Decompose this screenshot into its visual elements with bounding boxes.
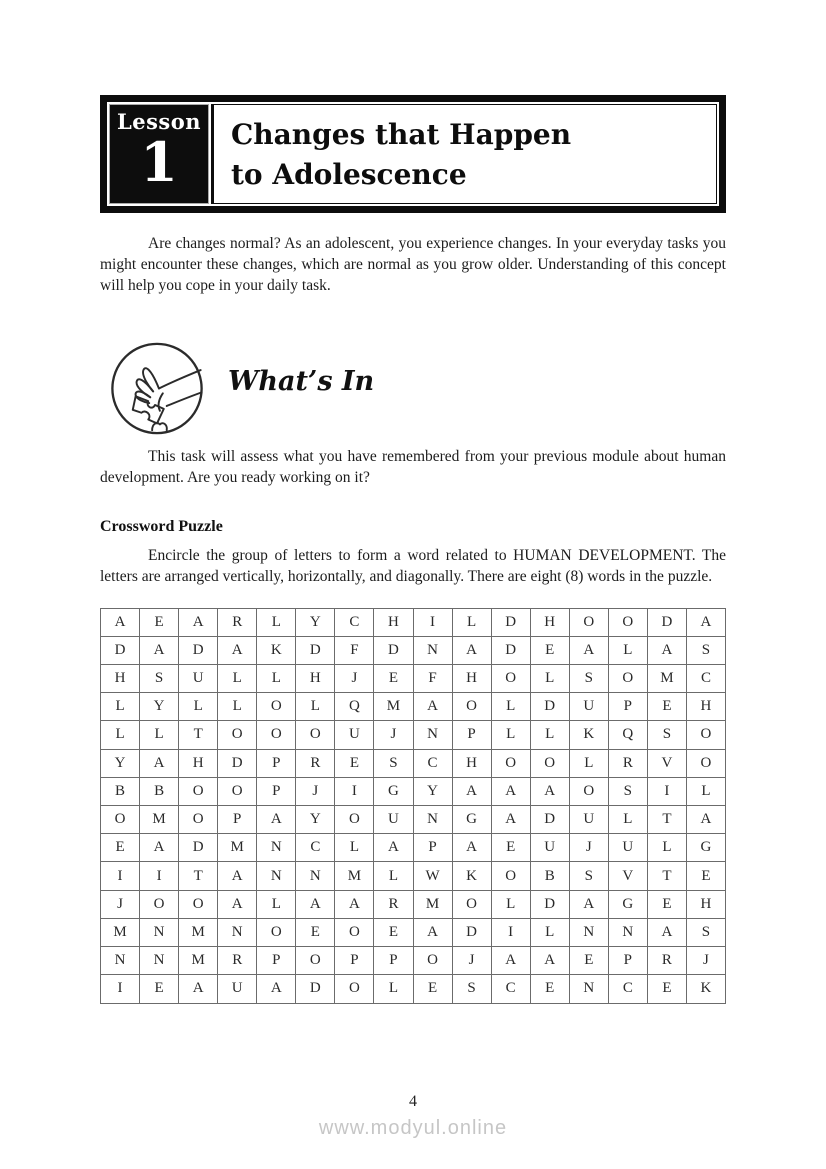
grid-row (101, 806, 726, 834)
grid-cell: Y (413, 777, 452, 805)
grid-cell: H (452, 749, 491, 777)
grid-cell: A (374, 834, 413, 862)
grid-cell: A (452, 636, 491, 664)
grid-cell: L (491, 721, 530, 749)
grid-cell: N (218, 918, 257, 946)
grid-cell: O (413, 947, 452, 975)
grid-cell: O (335, 975, 374, 1003)
grid-cell: L (374, 975, 413, 1003)
grid-cell: O (101, 806, 140, 834)
grid-cell: M (335, 862, 374, 890)
grid-cell: A (218, 862, 257, 890)
grid-row (101, 664, 726, 692)
grid-row (101, 636, 726, 664)
grid-cell: E (374, 664, 413, 692)
grid-cell: Y (296, 608, 335, 636)
grid-cell: R (608, 749, 647, 777)
grid-cell: N (101, 947, 140, 975)
grid-cell: A (530, 777, 569, 805)
grid-cell: A (569, 890, 608, 918)
grid-cell: O (491, 862, 530, 890)
grid-cell: L (491, 693, 530, 721)
grid-cell: S (647, 721, 686, 749)
grid-cell: U (569, 806, 608, 834)
grid-cell: A (569, 636, 608, 664)
grid-cell: N (569, 918, 608, 946)
grid-cell: M (374, 693, 413, 721)
grid-cell: O (608, 664, 647, 692)
grid-cell: N (296, 862, 335, 890)
grid-cell: A (452, 777, 491, 805)
grid-cell: L (491, 890, 530, 918)
grid-cell: O (179, 777, 218, 805)
grid-cell: F (335, 636, 374, 664)
grid-row (101, 693, 726, 721)
grid-cell: L (647, 834, 686, 862)
grid-cell: A (101, 608, 140, 636)
grid-cell: D (530, 890, 569, 918)
grid-cell: O (257, 918, 296, 946)
grid-cell: M (179, 947, 218, 975)
grid-cell: O (296, 721, 335, 749)
grid-row (101, 777, 726, 805)
grid-cell: L (530, 664, 569, 692)
grid-row (101, 918, 726, 946)
grid-cell: I (413, 608, 452, 636)
grid-cell: S (608, 777, 647, 805)
grid-cell: D (218, 749, 257, 777)
grid-cell: A (686, 608, 725, 636)
grid-cell: L (257, 890, 296, 918)
grid-cell: U (569, 693, 608, 721)
whats-in-section-header (100, 340, 726, 437)
grid-cell: J (296, 777, 335, 805)
grid-cell: I (101, 975, 140, 1003)
grid-cell: E (101, 834, 140, 862)
grid-cell: A (335, 890, 374, 918)
grid-cell: D (491, 636, 530, 664)
grid-cell: P (257, 947, 296, 975)
grid-cell: I (335, 777, 374, 805)
grid-cell: P (257, 749, 296, 777)
grid-cell: C (413, 749, 452, 777)
grid-cell: S (686, 918, 725, 946)
lesson-label: Lesson (116, 109, 202, 134)
grid-cell: O (686, 721, 725, 749)
grid-cell: T (179, 862, 218, 890)
grid-cell: L (101, 721, 140, 749)
grid-cell: M (413, 890, 452, 918)
grid-cell: O (608, 608, 647, 636)
grid-cell: L (335, 834, 374, 862)
grid-cell: A (296, 890, 335, 918)
grid-cell: E (335, 749, 374, 777)
grid-cell: M (140, 806, 179, 834)
grid-cell: G (452, 806, 491, 834)
grid-cell: V (647, 749, 686, 777)
grid-cell: L (569, 749, 608, 777)
grid-cell: L (101, 693, 140, 721)
lesson-number-badge (109, 104, 209, 204)
grid-cell: L (608, 806, 647, 834)
crossword-instructions: Encircle the group of letters to form a word related to HUMAN DEVELOPMENT. The letters are arranged vertically, horizontally, and diagonally. There are eight (8) words in the puzzle. (100, 546, 726, 585)
lesson-title (211, 104, 717, 204)
grid-row (101, 749, 726, 777)
grid-cell: L (452, 608, 491, 636)
grid-cell: M (218, 834, 257, 862)
grid-cell: A (140, 749, 179, 777)
grid-cell: U (608, 834, 647, 862)
grid-cell: J (569, 834, 608, 862)
page-number: 4 (409, 1093, 417, 1110)
grid-cell: O (452, 693, 491, 721)
grid-cell: O (569, 777, 608, 805)
grid-row (101, 862, 726, 890)
grid-cell: R (296, 749, 335, 777)
grid-row (101, 608, 726, 636)
grid-cell: U (374, 806, 413, 834)
grid-cell: A (491, 806, 530, 834)
grid-cell: A (491, 947, 530, 975)
grid-cell: L (218, 693, 257, 721)
grid-cell: O (179, 806, 218, 834)
grid-cell: P (452, 721, 491, 749)
grid-cell: E (530, 975, 569, 1003)
grid-cell: D (179, 834, 218, 862)
grid-cell: S (569, 862, 608, 890)
grid-cell: R (647, 947, 686, 975)
grid-cell: B (140, 777, 179, 805)
grid-cell: D (491, 608, 530, 636)
grid-cell: C (296, 834, 335, 862)
grid-cell: T (647, 862, 686, 890)
grid-cell: E (530, 636, 569, 664)
grid-cell: U (218, 975, 257, 1003)
grid-cell: N (140, 947, 179, 975)
grid-cell: U (530, 834, 569, 862)
grid-cell: N (413, 636, 452, 664)
grid-cell: I (491, 918, 530, 946)
grid-cell: K (686, 975, 725, 1003)
grid-cell: P (608, 947, 647, 975)
grid-cell: O (491, 749, 530, 777)
grid-cell: D (179, 636, 218, 664)
grid-cell: G (686, 834, 725, 862)
grid-cell: L (257, 664, 296, 692)
grid-cell: O (452, 890, 491, 918)
grid-cell: P (335, 947, 374, 975)
grid-cell: R (218, 608, 257, 636)
grid-row (101, 975, 726, 1003)
grid-cell: D (374, 636, 413, 664)
grid-cell: Y (296, 806, 335, 834)
grid-cell: L (374, 862, 413, 890)
grid-cell: B (101, 777, 140, 805)
grid-cell: K (257, 636, 296, 664)
grid-cell: A (218, 890, 257, 918)
grid-row (101, 947, 726, 975)
grid-cell: C (608, 975, 647, 1003)
lesson-title-line2: to Adolescence (231, 158, 467, 191)
grid-cell: N (569, 975, 608, 1003)
grid-cell: V (608, 862, 647, 890)
grid-cell: H (101, 664, 140, 692)
grid-cell: J (374, 721, 413, 749)
grid-cell: E (413, 975, 452, 1003)
grid-cell: A (179, 608, 218, 636)
grid-cell: P (608, 693, 647, 721)
grid-cell: A (140, 834, 179, 862)
grid-cell: O (296, 947, 335, 975)
grid-row (101, 721, 726, 749)
grid-cell: M (101, 918, 140, 946)
grid-cell: H (452, 664, 491, 692)
grid-cell: A (413, 918, 452, 946)
grid-cell: N (257, 862, 296, 890)
grid-cell: O (335, 806, 374, 834)
crossword-grid-body (101, 608, 726, 1003)
grid-cell: O (218, 777, 257, 805)
grid-cell: I (647, 777, 686, 805)
grid-cell: H (530, 608, 569, 636)
grid-cell: A (179, 975, 218, 1003)
grid-cell: E (569, 947, 608, 975)
grid-cell: H (686, 693, 725, 721)
grid-cell: C (491, 975, 530, 1003)
grid-cell: S (569, 664, 608, 692)
grid-cell: E (686, 862, 725, 890)
grid-cell: N (140, 918, 179, 946)
grid-cell: P (374, 947, 413, 975)
crossword-grid (100, 608, 726, 1004)
grid-cell: A (257, 806, 296, 834)
grid-cell: K (569, 721, 608, 749)
grid-cell: A (530, 947, 569, 975)
grid-cell: U (335, 721, 374, 749)
lesson-header-banner (100, 95, 726, 213)
grid-cell: S (686, 636, 725, 664)
grid-cell: R (374, 890, 413, 918)
grid-cell: A (686, 806, 725, 834)
grid-cell: L (179, 693, 218, 721)
grid-cell: A (140, 636, 179, 664)
grid-cell: D (647, 608, 686, 636)
grid-cell: D (296, 975, 335, 1003)
grid-cell: D (296, 636, 335, 664)
grid-cell: I (140, 862, 179, 890)
crossword-heading: Crossword Puzzle (100, 517, 223, 535)
grid-cell: I (101, 862, 140, 890)
grid-cell: O (569, 608, 608, 636)
grid-cell: F (413, 664, 452, 692)
lesson-number: 1 (140, 130, 178, 195)
grid-cell: E (140, 975, 179, 1003)
grid-cell: E (491, 834, 530, 862)
grid-cell: J (335, 664, 374, 692)
grid-cell: P (257, 777, 296, 805)
grid-cell: E (647, 693, 686, 721)
grid-cell: M (179, 918, 218, 946)
grid-cell: S (374, 749, 413, 777)
grid-cell: J (686, 947, 725, 975)
grid-cell: O (530, 749, 569, 777)
grid-cell: Y (101, 749, 140, 777)
grid-cell: J (101, 890, 140, 918)
grid-cell: S (140, 664, 179, 692)
grid-cell: Y (140, 693, 179, 721)
grid-cell: D (101, 636, 140, 664)
grid-cell: E (374, 918, 413, 946)
grid-cell: B (530, 862, 569, 890)
grid-cell: A (452, 834, 491, 862)
grid-cell: A (413, 693, 452, 721)
grid-cell: L (140, 721, 179, 749)
grid-cell: C (335, 608, 374, 636)
grid-cell: S (452, 975, 491, 1003)
grid-cell: M (647, 664, 686, 692)
grid-cell: A (257, 975, 296, 1003)
grid-cell: A (647, 636, 686, 664)
grid-cell: D (530, 806, 569, 834)
grid-cell: L (296, 693, 335, 721)
grid-cell: L (686, 777, 725, 805)
grid-cell: E (647, 975, 686, 1003)
grid-cell: H (296, 664, 335, 692)
grid-cell: T (647, 806, 686, 834)
grid-cell: E (647, 890, 686, 918)
grid-cell: N (257, 834, 296, 862)
grid-cell: O (179, 890, 218, 918)
grid-row (101, 890, 726, 918)
grid-cell: E (296, 918, 335, 946)
lesson-header-inner (109, 104, 717, 204)
grid-row (101, 834, 726, 862)
grid-cell: K (452, 862, 491, 890)
grid-cell: P (413, 834, 452, 862)
grid-cell: C (686, 664, 725, 692)
grid-cell: A (218, 636, 257, 664)
grid-cell: A (491, 777, 530, 805)
grid-cell: R (218, 947, 257, 975)
watermark-text: www.modyul.online (318, 1117, 508, 1139)
grid-cell: N (413, 806, 452, 834)
grid-cell: L (218, 664, 257, 692)
hand-puzzle-icon (108, 340, 206, 437)
whats-in-description: This task will assess what you have remembered from your previous module about human development. Are you ready working on it? (100, 448, 726, 487)
grid-cell: O (257, 721, 296, 749)
grid-cell: O (140, 890, 179, 918)
grid-cell: O (686, 749, 725, 777)
grid-cell: O (335, 918, 374, 946)
grid-cell: A (647, 918, 686, 946)
grid-cell: G (608, 890, 647, 918)
intro-paragraph: Are changes normal? As an adolescent, you experience changes. In your everyday tasks you might encounter these changes, which are normal as you grow older. Understanding of this concept will help you cope in your daily task. (100, 235, 726, 294)
grid-cell: O (257, 693, 296, 721)
grid-cell: H (374, 608, 413, 636)
grid-cell: Q (335, 693, 374, 721)
whats-in-heading: What’s In (228, 366, 375, 398)
grid-cell: J (452, 947, 491, 975)
grid-cell: E (140, 608, 179, 636)
grid-cell: P (218, 806, 257, 834)
grid-cell: G (374, 777, 413, 805)
grid-cell: W (413, 862, 452, 890)
grid-cell: L (530, 918, 569, 946)
grid-cell: L (608, 636, 647, 664)
grid-cell: U (179, 664, 218, 692)
grid-cell: D (530, 693, 569, 721)
grid-cell: T (179, 721, 218, 749)
grid-cell: O (218, 721, 257, 749)
grid-cell: L (530, 721, 569, 749)
grid-cell: N (413, 721, 452, 749)
grid-cell: L (257, 608, 296, 636)
grid-cell: H (179, 749, 218, 777)
grid-cell: D (452, 918, 491, 946)
lesson-title-line1: Changes that Happen (231, 118, 572, 151)
grid-cell: H (686, 890, 725, 918)
grid-cell: O (491, 664, 530, 692)
grid-cell: N (608, 918, 647, 946)
grid-cell: Q (608, 721, 647, 749)
